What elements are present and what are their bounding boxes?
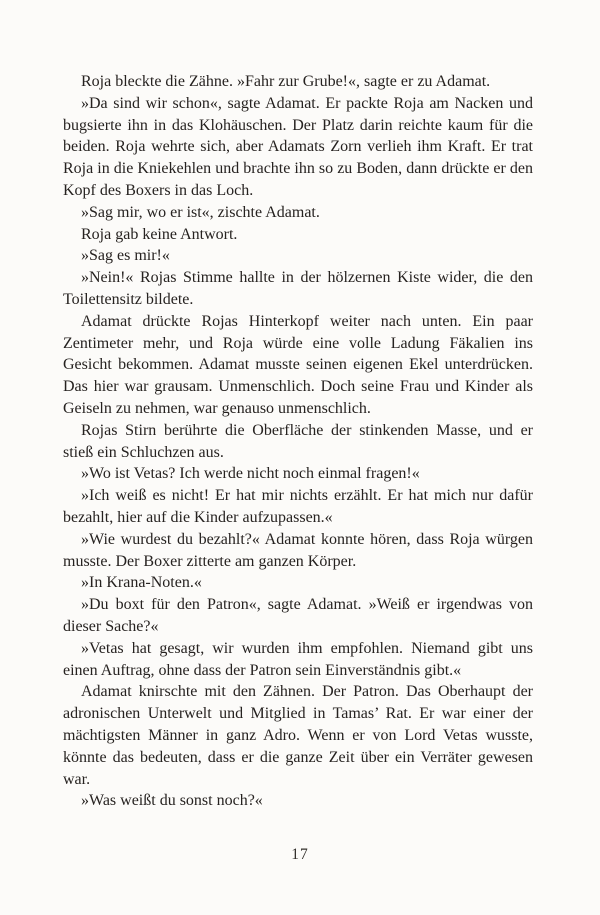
paragraph: »Du boxt für den Patron«, sagte Adamat. »Weiß er irgendwas von dieser Sache?« xyxy=(63,596,533,635)
paragraph: »Ich weiß es nicht! Er hat mir nichts erzählt. Er hat mich nur dafür bezahlt, hier auf die Kinder aufzupassen.« xyxy=(63,487,533,526)
paragraph: Rojas Stirn berührte die Oberfläche der stinkenden Masse, und er stieß ein Schluchzen aus. xyxy=(63,421,533,461)
paragraph: »Sag es mir!« xyxy=(81,247,170,265)
paragraph: »Nein!« Rojas Stimme hallte in der hölzernen Kiste wider, die den Toilettensitz bildete. xyxy=(63,269,533,308)
page-number: 17 xyxy=(291,846,309,863)
paragraph: »Vetas hat gesagt, wir wurden ihm empfohlen. Niemand gibt uns einen Auftrag, ohne dass der Patron sein Einverständnis gibt.« xyxy=(63,639,533,679)
paragraph: »Da sind wir schon«, sagte Adamat. Er packte Roja am Nacken und bugsierte ihn in das Klohäuschen. Der Platz darin reichte kaum für die beiden. Roja wehrte sich, aber Adamats Zorn verlieh ihm Kraft. Er trat Roja in die Kniekehlen und brachte ihn so zu Boden, dann drückte er den Kopf des Boxers in das Loch. xyxy=(63,94,533,199)
page-text xyxy=(63,71,533,812)
paragraph: »Wie wurdest du bezahlt?« Adamat konnte hören, dass Roja würgen musste. Der Boxer zitterte am ganzen Körper. xyxy=(63,530,533,570)
paragraph: Roja bleckte die Zähne. »Fahr zur Grube!«, sagte er zu Adamat. xyxy=(81,73,491,90)
paragraph: Roja gab keine Antwort. xyxy=(81,225,238,243)
paragraph: »Wo ist Vetas? Ich werde nicht noch einmal fragen!« xyxy=(81,465,420,483)
paragraph: Adamat drückte Rojas Hinterkopf weiter nach unten. Ein paar Zentimeter mehr, und Roja würde eine volle Ladung Fäkalien ins Gesicht bekommen. Adamat musste seinen eigenen Ekel unterdrücken. Das hier war grausam. Unmenschlich. Doch seine Frau und Kinder als Geiseln zu nehmen, war genauso unmenschlich. xyxy=(63,312,533,417)
paragraph: »Was weißt du sonst noch?« xyxy=(81,792,263,810)
paragraph: »Sag mir, wo er ist«, zischte Adamat. xyxy=(81,203,320,221)
paragraph: »In Krana-Noten.« xyxy=(81,574,202,592)
paragraph: Adamat knirschte mit den Zähnen. Der Patron. Das Oberhaupt der adronischen Unterwelt und Mitglied in Tamas’ Rat. Er war einer der mächtigsten Männer in ganz Adro. Wenn er von Lord Vetas wusste, könnte das bedeuten, dass er die ganze Zeit über ein Verräter gewesen war. xyxy=(63,683,533,788)
